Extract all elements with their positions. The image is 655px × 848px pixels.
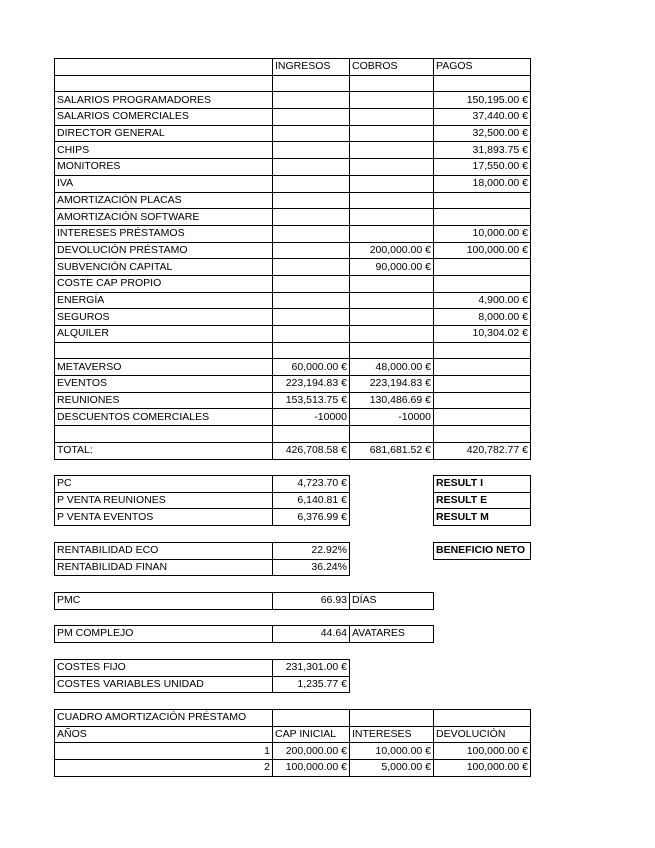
value-cell: 4,900.00 € xyxy=(434,292,531,309)
row-label: DESCUENTOS COMERCIALES xyxy=(55,409,273,426)
pm-complejo-table xyxy=(54,625,434,643)
value-cell xyxy=(273,92,350,109)
value-cell xyxy=(273,125,350,142)
value-cell: 32,500.00 € xyxy=(434,125,531,142)
value-cell xyxy=(434,75,531,92)
costs-table xyxy=(54,659,350,693)
table-row xyxy=(55,159,531,176)
value-cell: 1,235.77 € xyxy=(273,676,350,693)
value-cell xyxy=(273,225,350,242)
table-row xyxy=(55,109,531,126)
value-cell: 223,194.83 € xyxy=(273,376,350,393)
value-cell xyxy=(273,242,350,259)
value-cell: 48,000.00 € xyxy=(350,359,434,376)
table-row xyxy=(55,543,350,560)
value-cell: 36.24% xyxy=(273,559,350,576)
table-row xyxy=(55,75,531,92)
pm-complejo-value: 44.64 xyxy=(273,626,350,643)
row-label xyxy=(55,75,273,92)
loan-title: CUADRO AMORTIZACIÓN PRÉSTAMO xyxy=(55,710,273,727)
table-row xyxy=(55,476,350,493)
row-label: CHIPS xyxy=(55,142,273,159)
table-row xyxy=(55,142,531,159)
value-cell xyxy=(434,259,531,276)
year-cell: 1 xyxy=(55,743,273,760)
value-cell: 200,000.00 € xyxy=(273,743,350,760)
value-cell: 8,000.00 € xyxy=(434,309,531,326)
column-header: INTERESES xyxy=(350,726,434,743)
table-row xyxy=(55,376,531,393)
value-cell: 31,893.75 € xyxy=(434,142,531,159)
year-cell: 2 xyxy=(55,760,273,777)
table-row xyxy=(55,192,531,209)
value-cell xyxy=(273,192,350,209)
row-label: SUBVENCIÓN CAPITAL xyxy=(55,259,273,276)
table-header-row xyxy=(55,59,531,76)
result-i-cell: RESULT I xyxy=(434,476,531,493)
table-row xyxy=(55,743,531,760)
column-header: PAGOS xyxy=(434,59,531,76)
row-label xyxy=(55,426,273,443)
value-cell: 150,195.00 € xyxy=(434,92,531,109)
value-cell: 426,708.58 € xyxy=(273,442,350,459)
row-label: DIRECTOR GENERAL xyxy=(55,125,273,142)
value-cell xyxy=(434,275,531,292)
value-cell: -10000 xyxy=(350,409,434,426)
row-label: AMORTIZACIÓN PLACAS xyxy=(55,192,273,209)
table-row xyxy=(55,426,531,443)
table-row xyxy=(55,125,531,142)
value-cell xyxy=(434,392,531,409)
value-cell: 18,000.00 € xyxy=(434,175,531,192)
row-label: ENERGÍA xyxy=(55,292,273,309)
value-cell xyxy=(350,92,434,109)
value-cell: 231,301.00 € xyxy=(273,660,350,677)
table-row xyxy=(55,676,350,693)
column-header xyxy=(55,59,273,76)
row-label: PC xyxy=(55,476,273,493)
value-cell xyxy=(273,259,350,276)
value-cell: -10000 xyxy=(273,409,350,426)
table-row xyxy=(55,326,531,343)
value-cell: 60,000.00 € xyxy=(273,359,350,376)
value-cell: 100,000.00 € xyxy=(434,743,531,760)
table-row xyxy=(55,342,531,359)
loan-title-blank xyxy=(273,710,350,727)
column-header: COBROS xyxy=(350,59,434,76)
value-cell: 100,000.00 € xyxy=(434,760,531,777)
table-row xyxy=(55,275,531,292)
value-cell xyxy=(273,109,350,126)
net-profit-label: BENEFICIO NETO xyxy=(434,543,531,560)
value-cell xyxy=(350,109,434,126)
table-row xyxy=(55,209,531,226)
row-label: AMORTIZACIÓN SOFTWARE xyxy=(55,209,273,226)
value-cell: 223,194.83 € xyxy=(350,376,434,393)
value-cell xyxy=(434,376,531,393)
table-row xyxy=(55,225,531,242)
value-cell: 100,000.00 € xyxy=(434,242,531,259)
value-cell xyxy=(350,275,434,292)
table-row xyxy=(55,409,531,426)
row-label: ALQUILER xyxy=(55,326,273,343)
row-label: COSTE CAP PROPIO xyxy=(55,275,273,292)
column-header: CAP INICIAL xyxy=(273,726,350,743)
value-cell xyxy=(273,342,350,359)
value-cell: 130,486.69 € xyxy=(350,392,434,409)
table-row xyxy=(55,175,531,192)
row-label: SALARIOS COMERCIALES xyxy=(55,109,273,126)
table-row xyxy=(55,259,531,276)
loan-title-blank xyxy=(350,710,434,727)
value-cell: 10,000.00 € xyxy=(434,225,531,242)
row-label: METAVERSO xyxy=(55,359,273,376)
value-cell xyxy=(273,426,350,443)
row-label: DEVOLUCIÓN PRÉSTAMO xyxy=(55,242,273,259)
result-e-cell: RESULT E xyxy=(434,492,531,509)
value-cell: 6,140.81 € xyxy=(273,492,350,509)
value-cell: 37,440.00 € xyxy=(434,109,531,126)
row-label xyxy=(55,342,273,359)
table-row xyxy=(55,392,531,409)
value-cell: 10,000.00 € xyxy=(350,743,434,760)
value-cell xyxy=(273,309,350,326)
column-header: DEVOLUCIÓN xyxy=(434,726,531,743)
value-cell xyxy=(434,209,531,226)
table-row xyxy=(55,292,531,309)
pm-complejo-unit: AVATARES xyxy=(350,626,434,643)
value-cell xyxy=(273,175,350,192)
cashflow-table xyxy=(54,58,531,460)
row-label: COSTES FIJO xyxy=(55,660,273,677)
value-cell xyxy=(350,159,434,176)
row-label: REUNIONES xyxy=(55,392,273,409)
value-cell xyxy=(350,225,434,242)
value-cell xyxy=(434,342,531,359)
value-cell xyxy=(350,309,434,326)
net-profit-table xyxy=(433,542,531,560)
row-label: MONITORES xyxy=(55,159,273,176)
row-label: P VENTA EVENTOS xyxy=(55,509,273,526)
value-cell xyxy=(273,142,350,159)
value-cell xyxy=(350,175,434,192)
value-cell xyxy=(273,292,350,309)
row-label: P VENTA REUNIONES xyxy=(55,492,273,509)
value-cell xyxy=(434,409,531,426)
value-cell: 5,000.00 € xyxy=(350,760,434,777)
value-cell: 22.92% xyxy=(273,543,350,560)
value-cell xyxy=(273,326,350,343)
value-cell xyxy=(273,159,350,176)
loan-table xyxy=(54,709,531,777)
table-row xyxy=(55,509,350,526)
row-label: SALARIOS PROGRAMADORES xyxy=(55,92,273,109)
table-row xyxy=(55,492,350,509)
value-cell xyxy=(350,75,434,92)
table-row xyxy=(55,442,531,459)
table-row xyxy=(55,309,531,326)
value-cell xyxy=(273,209,350,226)
row-label: INTERESES PRÉSTAMOS xyxy=(55,225,273,242)
pmc-value: 66.93 xyxy=(273,593,350,610)
pmc-table xyxy=(54,592,434,610)
value-cell xyxy=(350,209,434,226)
table-row xyxy=(55,559,350,576)
value-cell xyxy=(434,192,531,209)
row-label: COSTES VARIABLES UNIDAD xyxy=(55,676,273,693)
value-cell: 4,723.70 € xyxy=(273,476,350,493)
value-cell: 90,000.00 € xyxy=(350,259,434,276)
table-row xyxy=(55,760,531,777)
value-cell: 10,304.02 € xyxy=(434,326,531,343)
value-cell: 420,782.77 € xyxy=(434,442,531,459)
prices-table xyxy=(54,475,350,526)
value-cell: 681,681.52 € xyxy=(350,442,434,459)
value-cell xyxy=(350,426,434,443)
pm-complejo-label: PM COMPLEJO xyxy=(55,626,273,643)
column-header: AÑOS xyxy=(55,726,273,743)
table-row xyxy=(55,92,531,109)
value-cell xyxy=(350,142,434,159)
pmc-unit: DÍAS xyxy=(350,593,434,610)
pmc-label: PMC xyxy=(55,593,273,610)
result-m-cell: RESULT M xyxy=(434,509,531,526)
value-cell xyxy=(434,359,531,376)
row-label: RENTABILIDAD FINAN xyxy=(55,559,273,576)
value-cell xyxy=(350,292,434,309)
row-label: TOTAL: xyxy=(55,442,273,459)
row-label: IVA xyxy=(55,175,273,192)
value-cell xyxy=(273,75,350,92)
row-label: RENTABILIDAD ECO xyxy=(55,543,273,560)
column-header: INGRESOS xyxy=(273,59,350,76)
value-cell xyxy=(434,426,531,443)
row-label: EVENTOS xyxy=(55,376,273,393)
value-cell: 200,000.00 € xyxy=(350,242,434,259)
table-row xyxy=(55,660,350,677)
table-row xyxy=(55,242,531,259)
value-cell: 100,000.00 € xyxy=(273,760,350,777)
profitability-table xyxy=(54,542,350,576)
value-cell: 153,513.75 € xyxy=(273,392,350,409)
loan-title-blank xyxy=(434,710,531,727)
table-row xyxy=(55,359,531,376)
loan-header-row xyxy=(55,726,531,743)
results-table xyxy=(433,475,531,526)
value-cell: 6,376.99 € xyxy=(273,509,350,526)
value-cell: 17,550.00 € xyxy=(434,159,531,176)
value-cell xyxy=(350,326,434,343)
row-label: SEGUROS xyxy=(55,309,273,326)
value-cell xyxy=(350,342,434,359)
value-cell xyxy=(350,192,434,209)
value-cell xyxy=(273,275,350,292)
value-cell xyxy=(350,125,434,142)
